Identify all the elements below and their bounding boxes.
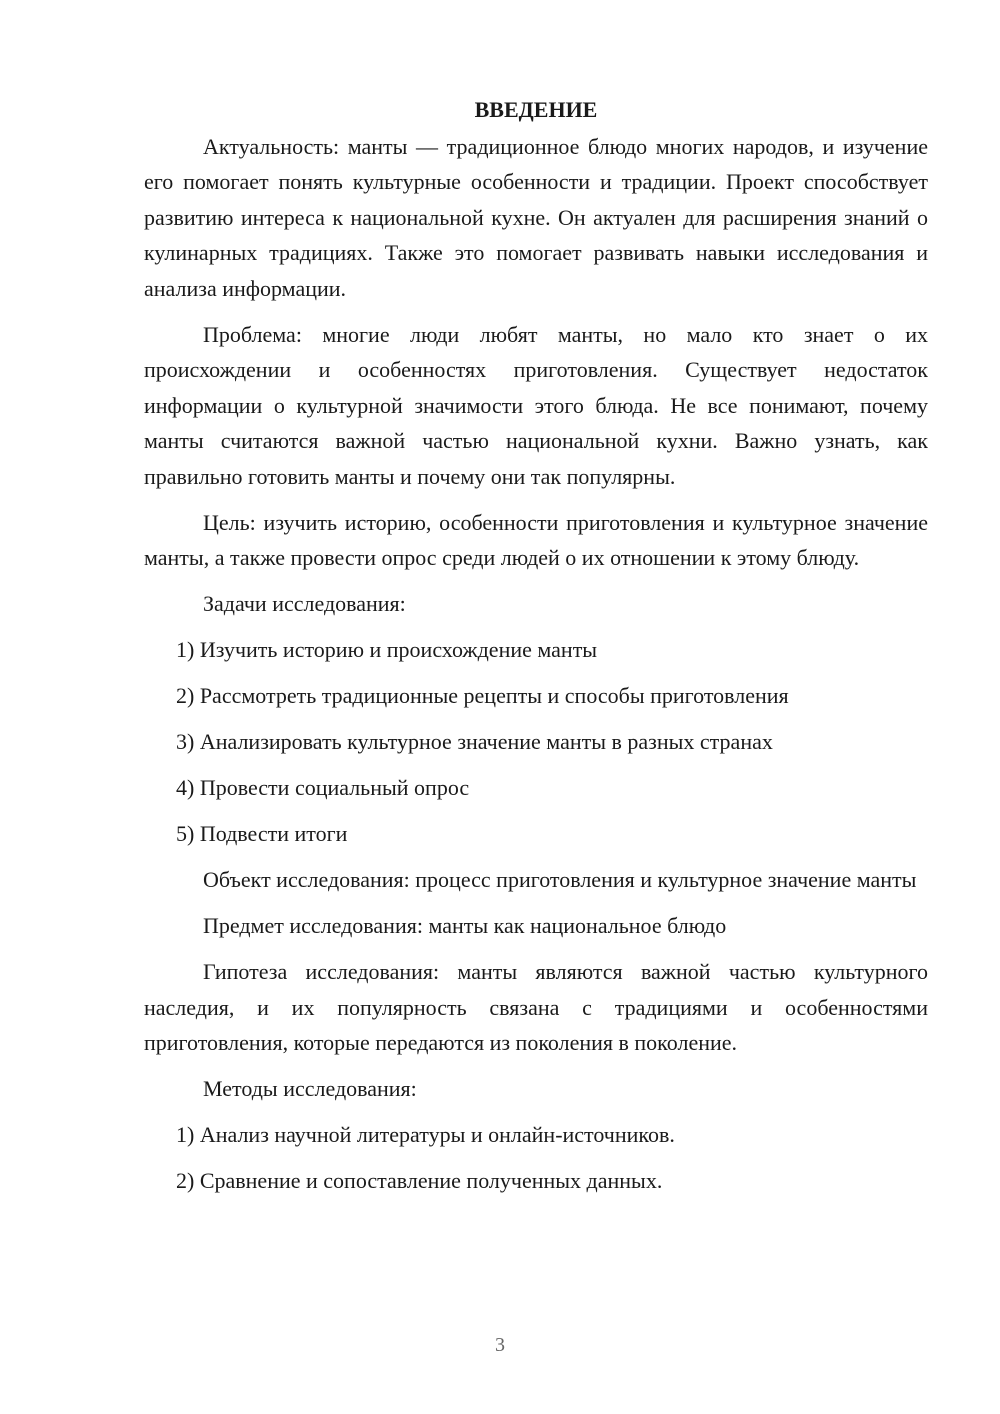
method-item: 1) Анализ научной литературы и онлайн-источников.: [176, 1122, 675, 1147]
task-item: 1) Изучить историю и происхождение манты: [176, 637, 598, 662]
relevance-paragraph: Актуальность: манты — традиционное блюдо многих народов, и изучение его помогает понять культурные особенности и традиции. Проект способствует развитию интереса к национальной кухне. Он актуален для расширения знаний о кулинарных традициях. Также это помогает развивать навыки исследования и анализа информации.: [144, 133, 928, 301]
goal-paragraph: Цель: изучить историю, особенности приготовления и культурное значение манты, а также провести опрос среди людей о их отношении к этому блюду.: [144, 509, 928, 570]
object-paragraph: Объект исследования: процесс приготовления и культурное значение манты: [203, 867, 917, 892]
page-number: 3: [495, 1334, 505, 1356]
task-item: 5) Подвести итоги: [176, 821, 348, 846]
tasks-intro: Задачи исследования:: [203, 591, 406, 616]
problem-paragraph: Проблема: многие люди любят манты, но мало кто знает о их происхождении и особенностях приготовления. Существует недостаток информации о культурной значимости этого блюда. Не все понимают, почему манты считаются важной частью национальной кухни. Важно узнать, как правильно готовить манты и почему они так популярны.: [144, 321, 928, 489]
task-item: 4) Провести социальный опрос: [176, 775, 470, 800]
section-heading: ВВЕДЕНИЕ: [474, 97, 598, 122]
task-item: 2) Рассмотреть традиционные рецепты и способы приготовления: [176, 683, 789, 708]
task-item: 3) Анализировать культурное значение манты в разных странах: [176, 729, 773, 754]
hypothesis-paragraph: Гипотеза исследования: манты являются важной частью культурного наследия, и их популярность связана с традициями и особенностями приготовления, которые передаются из поколения в поколение.: [144, 959, 928, 1055]
methods-intro: Методы исследования:: [203, 1076, 417, 1101]
tasks-list: [144, 632, 928, 852]
document-page: [144, 92, 928, 1209]
methods-list: [144, 1117, 928, 1199]
method-item: 2) Сравнение и сопоставление полученных данных.: [176, 1168, 663, 1193]
subject-paragraph: Предмет исследования: манты как национальное блюдо: [203, 913, 727, 938]
